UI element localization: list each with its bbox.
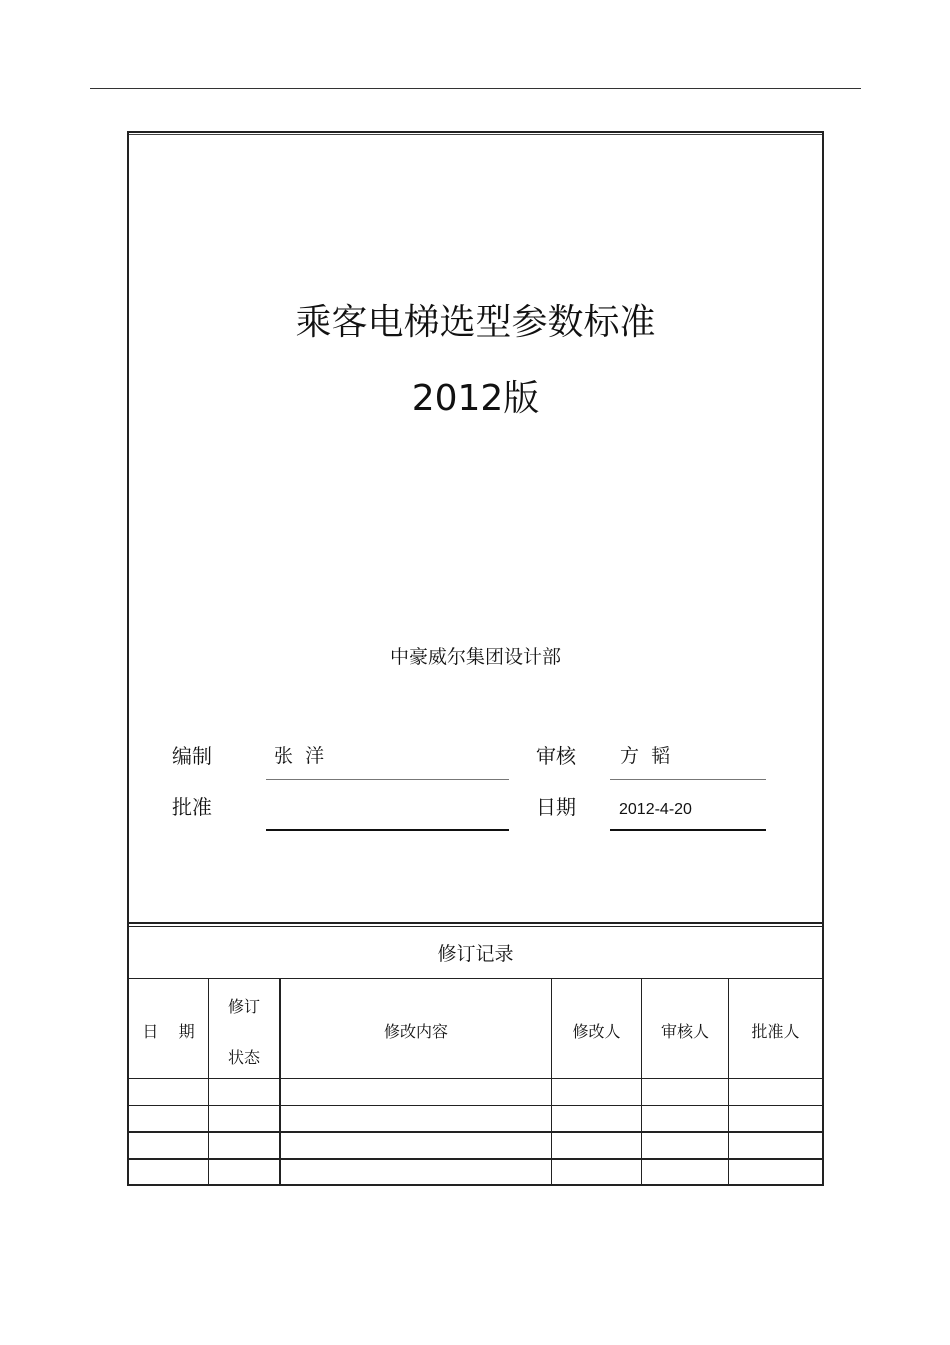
document-edition: 2012版 (411, 378, 540, 419)
compiled-value: 张 洋 (274, 745, 325, 767)
page-header-rule (90, 88, 861, 89)
column-header-modifier: 修改人 (572, 1022, 621, 1041)
approved-label: 批准 (172, 795, 212, 819)
document-title: 乘客电梯选型参数标准 (295, 302, 656, 343)
revision-section-separator-inner (129, 926, 822, 927)
compiled-label: 编制 (172, 744, 212, 768)
cover-frame-inner-rule (129, 134, 822, 135)
reviewed-value: 方 韬 (620, 745, 671, 767)
approved-underline (266, 829, 509, 831)
reviewed-label: 审核 (536, 744, 576, 768)
revision-column-divider (551, 978, 552, 1186)
revision-header-bottom-rule (129, 1078, 822, 1079)
date-underline (610, 829, 766, 831)
revision-log-title: 修订记录 (437, 943, 514, 965)
column-header-status-line1: 修订 (227, 997, 260, 1016)
revision-column-divider (279, 978, 281, 1186)
revision-section-separator (129, 922, 822, 924)
reviewed-underline (610, 779, 766, 780)
column-header-status-line2: 状态 (227, 1048, 260, 1067)
column-header-reviewer: 审核人 (660, 1022, 709, 1041)
revision-column-divider (641, 978, 642, 1186)
column-header-content: 修改内容 (383, 1022, 448, 1041)
compiled-underline (266, 779, 509, 780)
column-header-approver: 批准人 (751, 1022, 800, 1041)
date-label: 日期 (536, 795, 576, 819)
column-header-date: 日 期 (142, 1022, 195, 1041)
organization-name: 中豪威尔集团设计部 (389, 646, 561, 668)
date-value: 2012-4-20 (619, 801, 692, 818)
revision-header-top-rule (129, 978, 822, 979)
revision-row-rule (129, 1158, 822, 1160)
revision-row-rule (129, 1105, 822, 1106)
revision-row-rule (129, 1131, 822, 1133)
revision-column-divider (728, 978, 729, 1186)
